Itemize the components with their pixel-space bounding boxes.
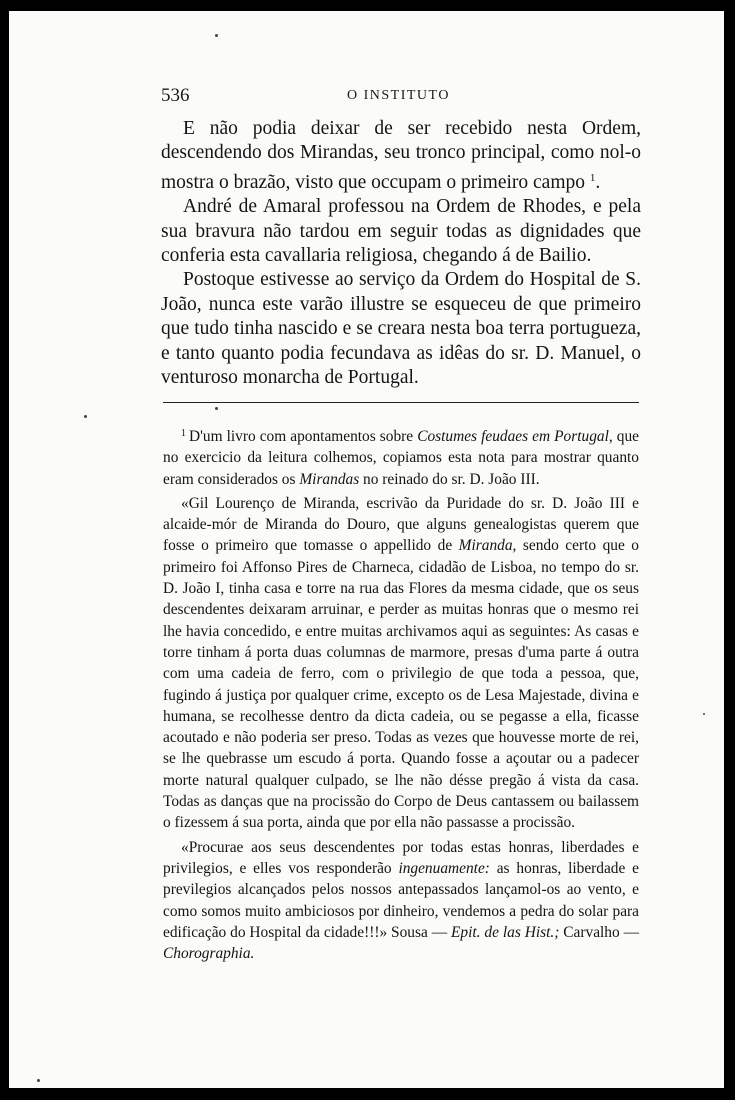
- footnote-italic: Epit. de las Hist.;: [451, 923, 560, 941]
- footnote-text: , sendo certo que o primeiro foi Affonso Pires de Charneca, cidadão de Lisboa, no tempo do sr. D. João I, tinha casa e torre na rua das Flores da mesma cidade, que os seus descendentes deixaram arruinar, e perder as muitas honras que o mesmo rei lhe havia concedido, e entre muitas archivamos aqui as seguintes: As casas e torre tinham á porta duas columnas de marmore, presas d'uma parte á outra com uma cadeia de ferro, com o privilegio de que toda a pessoa, que, fugindo á justiça por qualquer crime, excepto os de Lesa Majestade, divina e humana, se recolhesse dentro da dicta cadeia, ou se pegasse a ella, ficasse acoutado e não poderia ser preso. Todas as vezes que houvesse morte de rei, se lhe quebrasse um escudo á porta. Quando fosse a açoutar ou a padecer morte natural qualquer culpado, se lhe não désse pregão á vista da casa. Todas as danças que na procissão do Corpo de Deus cantassem ou bailassem o fizessem á sua porta, ainda que por ella não passasse a procissão.: [163, 537, 639, 832]
- page-header: [161, 85, 641, 109]
- running-title: O INSTITUTO: [347, 88, 450, 103]
- footnote-paragraph: [163, 837, 639, 965]
- footnote-paragraph: [163, 493, 639, 834]
- footnote-text: no reinado do sr. D. João III.: [359, 470, 540, 488]
- footnote-text: as honras, liberdade e previlegios alcançados pelos nossos antepassados lançamol-os ao vento, e como somos muito ambiciosos por dinheiro, vendemos a pedra do solar para edificação do Hospital da cidade!!!» Sousa —: [163, 859, 639, 941]
- body-paragraph: André de Amaral professou na Ordem de Rhodes, e pela sua bravura não tardou em seguir todas as dignidades que conferia esta cavallaria religiosa, chegando á de Bailio.: [161, 196, 641, 267]
- body-paragraph-end: .: [595, 171, 601, 193]
- footnote-italic: Chorographia.: [163, 945, 255, 963]
- paper-speck: [703, 713, 705, 715]
- footnote-text: «Procurae aos seus descendentes por todas estas honras, liberdades e privilegios, e elles vos responderão: [163, 838, 639, 877]
- footnote-paragraph: [163, 423, 639, 490]
- footnote-italic: Miranda: [458, 537, 513, 555]
- footnote-italic: ingenuamente:: [398, 859, 490, 877]
- footnotes: [163, 423, 639, 964]
- page-number: 536: [161, 85, 190, 106]
- paper-speck: [215, 34, 218, 37]
- body-paragraph: Postoque estivesse ao serviço da Ordem do Hospital de S. João, nunca este varão illustre se esqueceu de que primeiro que tudo tinha nascido e se creara nesta boa terra portugueza, e tanto quanto podia fecundava as idêas do sr. D. Manuel, o venturoso monarcha de Portugal.: [161, 269, 641, 389]
- body-text: [161, 117, 641, 390]
- footnote-divider: [163, 402, 639, 403]
- book-page: [9, 11, 724, 1088]
- paper-speck: [84, 415, 87, 418]
- footnote-marker: 1: [181, 428, 186, 439]
- footnote-text: , que no exercicio da leitura colhemos, copiamos esta nota para mostrar quanto eram considerados os: [163, 428, 639, 488]
- paper-speck: [37, 1079, 40, 1082]
- footnote-italic: Mirandas: [299, 470, 360, 488]
- body-paragraph-text: E não podia deixar de ser recebido nesta Ordem, descendendo dos Mirandas, seu tronco principal, como nol-o mostra o brazão, visto que occupam o primeiro campo: [161, 118, 641, 193]
- footnote-italic: Costumes feudaes em Portugal: [417, 428, 609, 445]
- footnote-text: «Gil Lourenço de Miranda, escrivão da Puridade do sr. D. João III e alcaide-mór de Miranda do Douro, que alguns genealogistas querem que fosse o primeiro que tomasse o appellido de: [163, 494, 639, 555]
- paper-speck: [215, 407, 218, 410]
- footnote-reference: 1: [589, 171, 596, 184]
- body-paragraph: [161, 117, 641, 195]
- footnote-text: D'um livro com apontamentos sobre: [189, 428, 418, 445]
- footnote-text: Carvalho —: [559, 923, 639, 941]
